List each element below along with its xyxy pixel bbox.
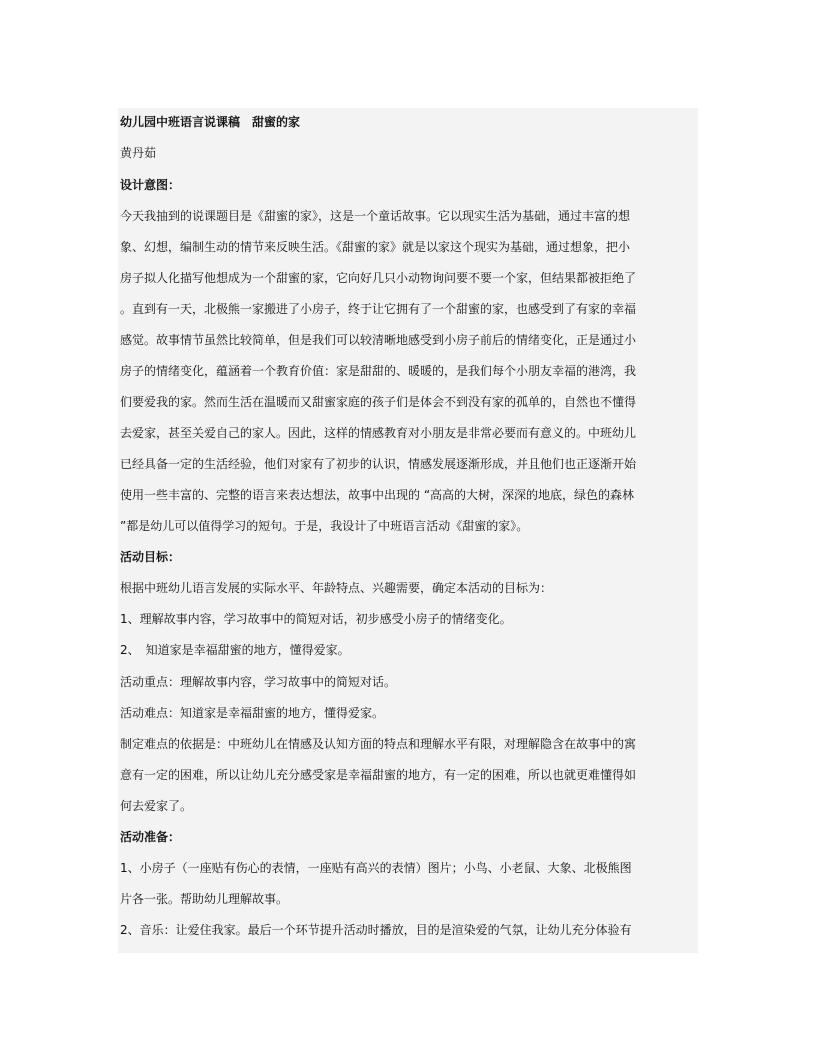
prep-line: 片各一张。帮助幼儿理解故事。 bbox=[120, 892, 289, 906]
prep-line: 2、音乐：让爱住我家。最后一个环节提升活动时播放，目的是渲染爱的气氛，让幼儿充分体验有 bbox=[120, 923, 632, 937]
document-title: 幼儿园中班语言说课稿 甜蜜的家 bbox=[120, 115, 301, 129]
design-line: 房子拟人化描写他想成为一个甜蜜的家，它向好几只小动物询问要不要一个家，但结果都被拒绝了 bbox=[120, 271, 637, 285]
prep-heading: 活动准备： bbox=[120, 830, 181, 844]
design-line: 感觉。故事情节虽然比较简单，但是我们可以较清晰地感受到小房子前后的情绪变化，正是通过小 bbox=[120, 333, 637, 347]
goals-line: 制定难点的依据是：中班幼儿在情感及认知方面的特点和理解水平有限，对理解隐含在故事中的寓 bbox=[120, 737, 637, 751]
goals-line: 何去爱家了。 bbox=[120, 799, 193, 813]
goals-line: 意有一定的困难，所以让幼儿充分感受家是幸福甜蜜的地方，有一定的困难，所以也就更难懂得如 bbox=[120, 768, 637, 782]
design-line: 今天我抽到的说课题目是《甜蜜的家》，这是一个童话故事。它以现实生活为基础，通过丰富的想 bbox=[120, 209, 631, 223]
design-line: 。直到有一天，北极熊一家搬进了小房子，终于让它拥有了一个甜蜜的家，也感受到了有家的幸福 bbox=[120, 302, 637, 316]
goals-heading: 活动目标： bbox=[120, 550, 181, 564]
design-heading: 设计意图： bbox=[120, 178, 181, 192]
design-line: 使用一些丰富的、完整的语言来表达想法，故事中出现的 “高高的大树，深深的地底，绿色的森林 bbox=[120, 488, 635, 502]
design-line: 已经具备一定的生活经验，他们对家有了初步的认识，情感发展逐渐形成，并且他们也正逐渐开始 bbox=[120, 457, 637, 471]
goals-line: 根据中班幼儿语言发展的实际水平、年龄特点、兴趣需要，确定本活动的目标为： bbox=[120, 581, 553, 595]
goals-line: 活动难点：知道家是幸福甜蜜的地方，懂得爱家。 bbox=[120, 706, 385, 720]
design-line: 象、幻想，编制生动的情节来反映生活。《甜蜜的家》就是以家这个现实为基础，通过想象，把小 bbox=[120, 240, 631, 254]
design-line: 去爱家，甚至关爱自己的家人。因此，这样的情感教育对小朋友是非常必要而有意义的。中班幼儿 bbox=[120, 426, 637, 440]
design-line: 们要爱我的家。然而生活在温暖而又甜蜜家庭的孩子们是体会不到没有家的孤单的，自然也不懂得 bbox=[120, 395, 637, 409]
goals-line: 1、理解故事内容，学习故事中的简短对话，初步感受小房子的情绪变化。 bbox=[120, 612, 512, 626]
design-line: ”都是幼儿可以值得学习的短句。于是，我设计了中班语言活动《甜蜜的家》。 bbox=[120, 519, 529, 533]
goals-line: 活动重点：理解故事内容，学习故事中的简短对话。 bbox=[120, 675, 397, 689]
author-name: 黄丹茹 bbox=[120, 146, 157, 160]
prep-line: 1、小房子（一座贴有伤心的表情，一座贴有高兴的表情）图片；小鸟、小老鼠、大象、北极熊图 bbox=[120, 861, 632, 875]
design-line: 房子的情绪变化，蕴涵着一个教育价值：家是甜甜的、暖暖的，是我们每个小朋友幸福的港湾，我 bbox=[120, 364, 637, 378]
goals-line: 2、 知道家是幸福甜蜜的地方，懂得爱家。 bbox=[120, 643, 350, 657]
